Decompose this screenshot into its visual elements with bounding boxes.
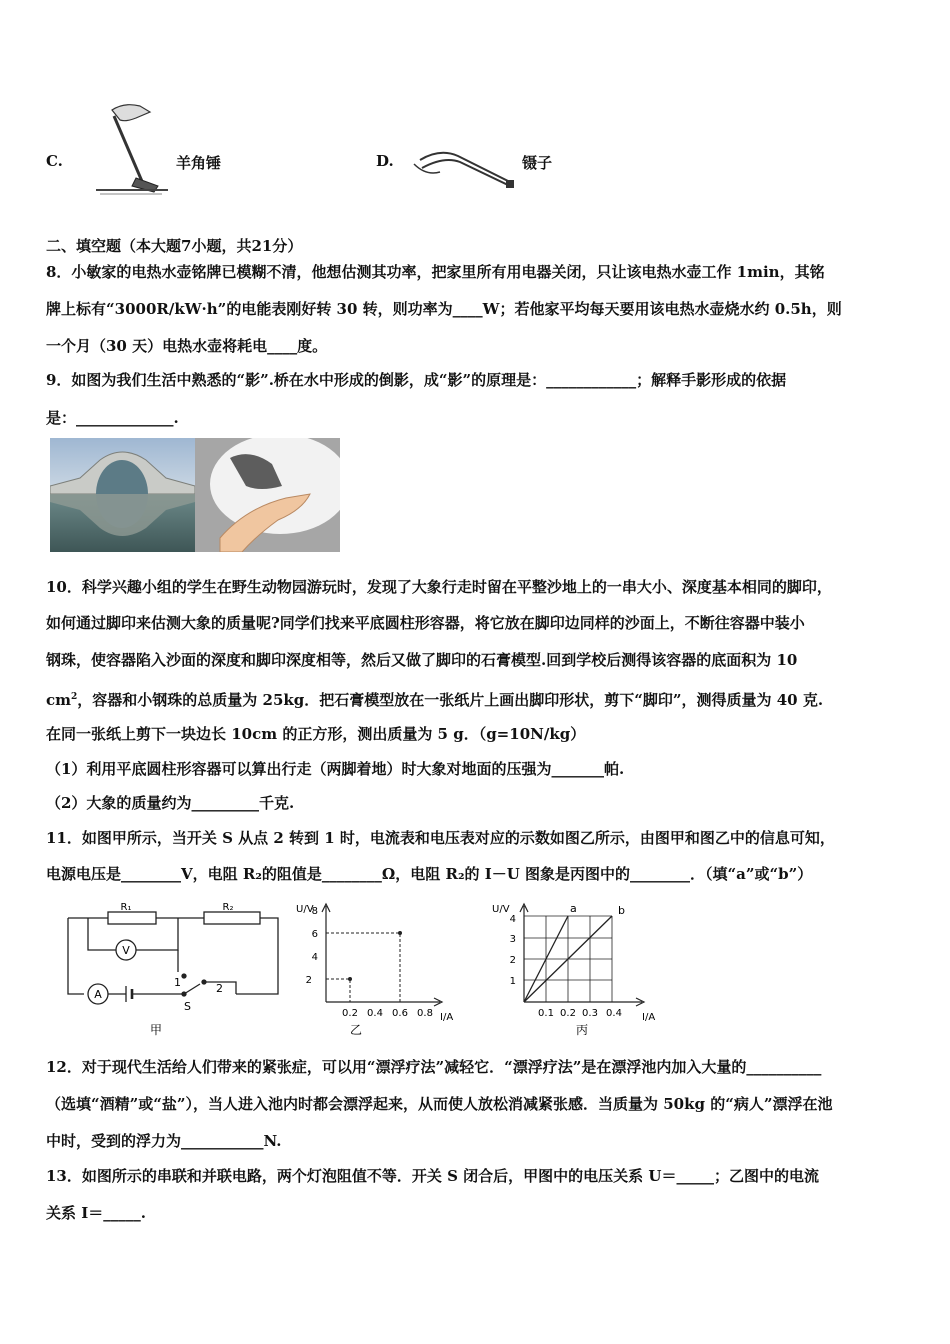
bing-xlabel: I/A [642,1012,656,1023]
bing-ylabel: U/V [492,904,510,915]
yi-ytick-2: 2 [305,975,312,986]
line-a-label: a [570,902,577,915]
q8-line2: 牌上标有“3000R/kW·h”的电能表刚好转 30 转，则功率为____W；若他家平均每天要用该电热水壶烧水约 0.5h，则 [46,300,842,318]
q12-line3: 中时，受到的浮力为___________N. [46,1132,282,1150]
bing-xtick-0.3: 0.3 [582,1008,598,1019]
yi-point-2 [398,931,402,935]
yi-xlabel: I/A [440,1012,454,1023]
bing-ytick-2: 2 [509,955,516,966]
ammeter-label: A [94,988,102,1001]
yi-xtick-0.6: 0.6 [392,1008,408,1019]
switch-point-2: 2 [216,982,223,995]
tweezers-image [410,142,520,196]
q10-sub1: （1）利用平底圆柱形容器可以算出行走（两脚着地）时大象对地面的压强为_______帕. [46,760,625,778]
switch-point-1: 1 [174,976,181,989]
line-b-label: b [618,904,625,917]
graph-yi [290,898,480,1038]
circuit-diagram-jia [60,898,290,1038]
bing-xtick-0.2: 0.2 [560,1008,576,1019]
option-c-letter: C. [46,152,63,170]
claw-hammer-image [92,100,172,196]
graph-bing [490,898,680,1038]
option-d-text: 镊子 [522,154,553,172]
voltmeter-label: V [122,944,130,957]
q8-line1: 8．小敏家的电热水壶铭牌已模糊不清，他想估测其功率，把家里所有用电器关闭，只让该电热水壶工作 1min，其铭 [46,263,825,281]
q12-line1: 12．对于现代生活给人们带来的紧张症，可以用“漂浮疗法”减轻它．“漂浮疗法”是在漂浮池内加入大量的__________ [46,1058,822,1076]
q9-line2: 是：_____________. [46,409,179,427]
yi-ytick-8: 8 [311,906,318,917]
caption-yi: 乙 [350,1023,363,1037]
bing-xtick-0.4: 0.4 [606,1008,622,1019]
yi-point-1 [348,977,352,981]
yi-xtick-0.8: 0.8 [417,1008,433,1019]
option-c-text: 羊角锤 [176,154,222,172]
yi-ytick-6: 6 [311,929,318,940]
q10-line1: 10．科学兴趣小组的学生在野生动物园游玩时，发现了大象行走时留在平整沙地上的一串大小、深度基本相同的脚印， [46,578,832,596]
bing-ytick-3: 3 [509,934,516,945]
bridge-and-hand-shadow-photo [50,438,340,552]
q10-line4: $cm^2$，容器和小钢珠的总质量为 25kg．把石膏模型放在一张纸片上画出脚印形状，剪下“脚印”，测得质量为 40 克. [46,691,824,709]
q12-line2: （选填“酒精”或“盐”），当人进入池内时都会漂浮起来，从而使人放松消减紧张感．当质量为 50kg 的“病人”漂浮在池 [46,1095,833,1113]
switch-label: S [184,1000,191,1013]
resistor-r2 [204,912,260,924]
caption-jia: 甲 [150,1023,163,1037]
resistor-r1 [108,912,156,924]
q11-line2: 电源电压是________V，电阻 R₂的阻值是________Ω，电阻 R₂的 I－U 图象是丙图中的________．（填“a”或“b”） [46,865,813,883]
yi-ytick-4: 4 [311,952,318,963]
bing-xtick-0.1: 0.1 [538,1008,554,1019]
yi-xtick-0.4: 0.4 [367,1008,383,1019]
section-title: 二、填空题（本大题7小题，共21分） [46,237,303,255]
q11-line1: 11．如图甲所示，当开关 S 从点 2 转到 1 时，电流表和电压表对应的示数如图乙所示，由图甲和图乙中的信息可知， [46,829,835,847]
q10-line3: 钢珠，使容器陷入沙面的深度和脚印深度相等，然后又做了脚印的石膏模型.回到学校后测得该容器的底面积为 10 [46,651,798,669]
bing-ytick-1: 1 [509,976,516,987]
q10-sub2: （2）大象的质量约为_________千克. [46,794,295,812]
q9-line1: 9．如图为我们生活中熟悉的“影”.桥在水中形成的倒影，成“影”的原理是：____________；解释手影形成的依据 [46,371,787,389]
q10-line5: 在同一张纸上剪下一块边长 10cm 的正方形，测出质量为 5 g．（g=10N/kg） [46,725,586,743]
r2-label: R₂ [222,902,234,913]
q10-line2: 如何通过脚印来估测大象的质量呢?同学们找来平底圆柱形容器，将它放在脚印边同样的沙面上，不断往容器中装小 [46,614,805,632]
yi-ylabel: U/V [296,904,314,915]
q13-line1: 13．如图所示的串联和并联电路，两个灯泡阻值不等．开关 S 闭合后，甲图中的电压关系 U＝_____；乙图中的电流 [46,1167,819,1185]
option-d-letter: D. [376,152,394,170]
r1-label: R₁ [120,902,132,913]
caption-bing: 丙 [576,1023,589,1037]
bing-ytick-4: 4 [509,914,516,925]
q13-line2: 关系 I＝_____. [46,1204,146,1222]
yi-xtick-0.2: 0.2 [342,1008,358,1019]
q8-line3: 一个月（30 天）电热水壶将耗电____度。 [46,337,328,355]
